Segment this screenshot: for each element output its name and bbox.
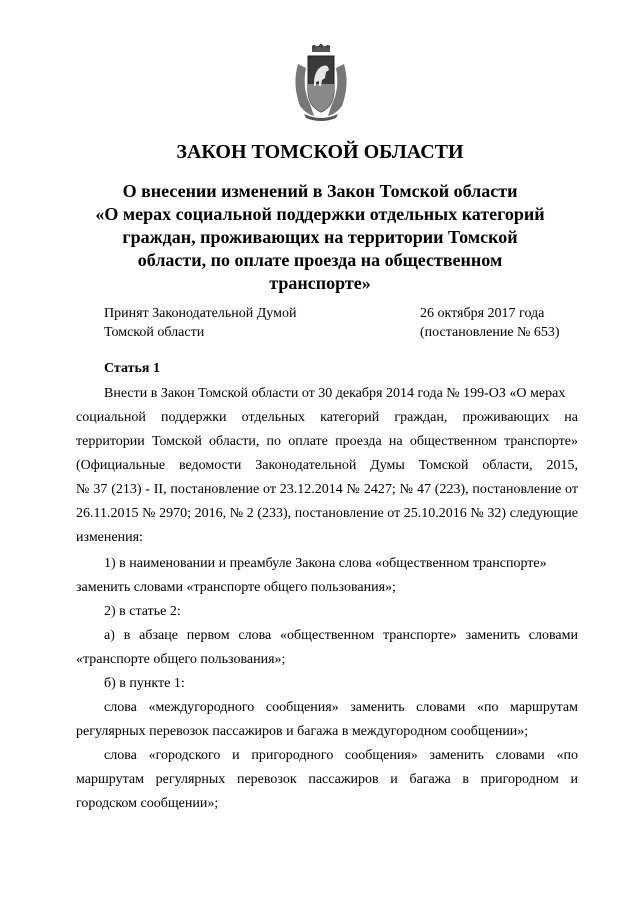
body-line: 2) в статье 2: — [104, 604, 181, 619]
body-line: а) в абзаце первом слова «общественном транспорте» заменить словами — [104, 628, 578, 643]
body-line: социальной поддержки отдельных категорий граждан, проживающих на — [76, 410, 578, 425]
body-line: Внести в Закон Томской области от 30 декабря 2014 года № 199-ОЗ «О мерах — [104, 386, 566, 401]
adoption-date-block — [420, 304, 560, 342]
subtitle-line: граждан, проживающих на территории Томской — [122, 227, 518, 247]
body-line: (Официальные ведомости Законодательной Думы Томской области, 2015, — [76, 458, 578, 473]
body-line: 26.11.2015 № 2970; 2016, № 2 (233), постановление от 25.10.2016 № 32) следующие — [76, 506, 578, 521]
body-line: регулярных перевозок пассажиров и багажа в междугородном сообщении»; — [76, 724, 529, 739]
body-line: территории Томской области, по оплате проезда на общественном транспорте» — [76, 434, 578, 449]
adoption-info — [104, 304, 296, 342]
subtitle-line: области, по оплате проезда на общественном — [137, 250, 503, 270]
subtitle-line: О внесении изменений в Закон Томской области — [122, 181, 518, 201]
body-line: б) в пункте 1: — [104, 676, 185, 691]
body-line: № 37 (213) - II, постановление от 23.12.2014 № 2427; № 47 (223), постановление от — [76, 482, 578, 497]
resolution-number: (постановление № 653) — [420, 325, 560, 340]
adoption-date: 26 октября 2017 года — [420, 306, 545, 321]
adopted-by: Принят Законодательной Думой — [104, 306, 297, 321]
subtitle-line: «О мерах социальной поддержки отдельных категорий — [95, 204, 545, 224]
body-line: «транспорте общего пользования»; — [76, 652, 286, 667]
body-line: слова «городского и пригородного сообщения» заменить словами «по — [104, 748, 578, 763]
body-line: изменения: — [76, 530, 143, 545]
body-line: слова «междугородного сообщения» заменить словами «по маршрутам — [104, 700, 578, 715]
law-title: ЗАКОН ТОМСКОЙ ОБЛАСТИ — [176, 141, 464, 163]
article-heading: Статья 1 — [104, 361, 160, 376]
subtitle-line: транспорте» — [269, 273, 371, 293]
body-line: маршрутам регулярных перевозок пассажиров и багажа в пригородном и — [76, 772, 578, 787]
coat-of-arms-emblem — [290, 44, 352, 124]
law-subtitle — [70, 180, 570, 295]
body-line: заменить словами «транспорте общего пользования»; — [76, 580, 396, 595]
adopted-by-region: Томской области — [104, 325, 205, 340]
body-line: 1) в наименовании и преамбуле Закона слова «общественном транспорте» — [104, 556, 547, 571]
body-line: городском сообщении»; — [76, 796, 219, 811]
